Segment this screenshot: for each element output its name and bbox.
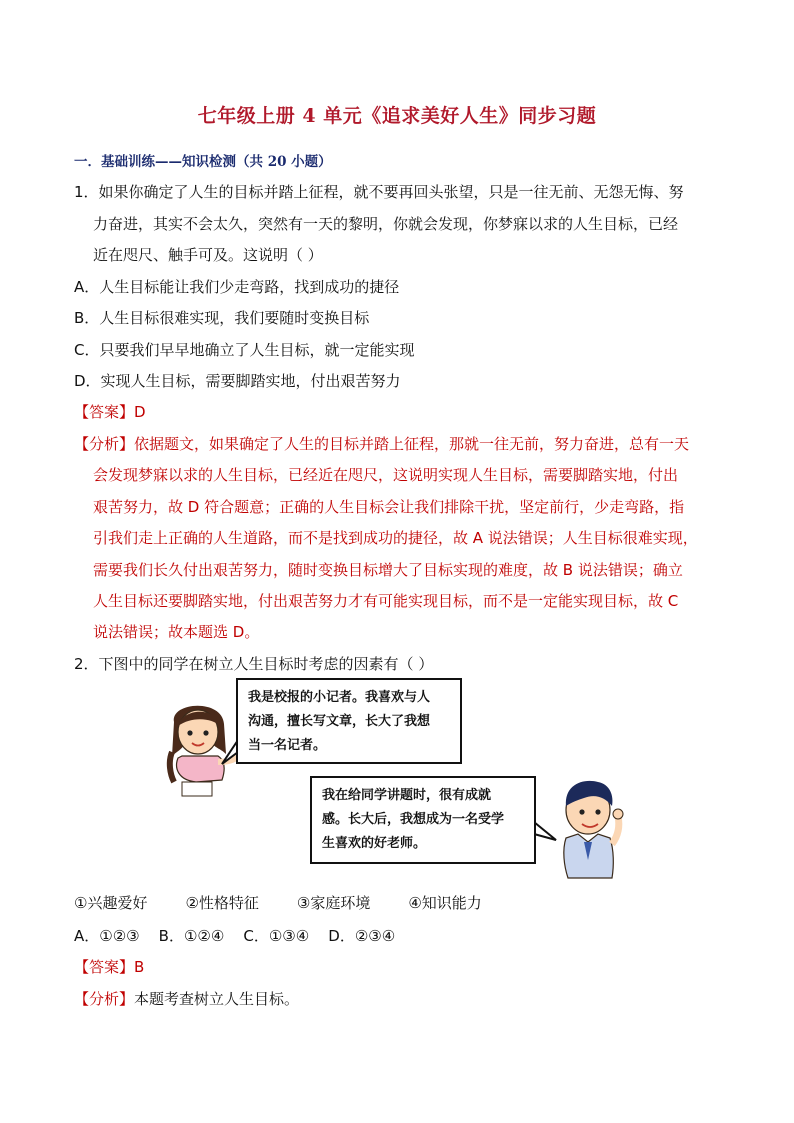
q2-options: A．①②③ B．①②④ C．①③④ D．②③④ — [74, 927, 396, 945]
analysis-label: 【分析】 — [74, 435, 135, 453]
answer-value: B — [134, 958, 145, 976]
q2-answer — [74, 957, 144, 977]
q2-stem: 2．下图中的同学在树立人生目标时考虑的因素有（ ） — [74, 655, 434, 673]
analysis-label: 【分析】 — [74, 990, 135, 1008]
illustration — [150, 668, 630, 888]
q1-option-a: A．人生目标能让我们少走弯路，找到成功的捷径 — [74, 278, 400, 296]
girl-speech-bubble — [236, 678, 462, 764]
analysis-text: 依据题文，如果确定了人生的目标并踏上征程，那就一往无前，努力奋进，总有一天 — [134, 435, 690, 453]
q1-analysis-line-1 — [74, 434, 689, 454]
factor-2: ②性格特征 — [185, 894, 259, 912]
q1-stem-line-1: 1．如果你确定了人生的目标并踏上征程，就不要再回头张望，只是一往无前、无怨无悔、努 — [74, 183, 684, 201]
boy-speech-line: 我在给同学讲题时，很有成就 — [322, 788, 492, 803]
q1-analysis-line-4: 引我们走上正确的人生道路，而不是找到成功的捷径，故 A 说法错误；人生目标很难实现， — [93, 529, 698, 547]
q1-analysis-line-7: 说法错误；故本题选 D。 — [93, 623, 260, 641]
girl-speech-line: 当一名记者。 — [248, 738, 327, 753]
factor-4: ④知识能力 — [408, 894, 482, 912]
q1-analysis-line-3: 艰苦努力，故 D 符合题意；正确的人生目标会让我们排除干扰，坚定前行，少走弯路，指 — [93, 498, 685, 516]
q1-answer — [74, 402, 146, 422]
q1-analysis-line-5: 需要我们长久付出艰苦努力，随时变换目标增大了目标实现的难度，故 B 说法错误；确立 — [93, 561, 683, 579]
factor-3: ③家庭环境 — [296, 894, 371, 912]
q1-option-c: C．只要我们早早地确立了人生目标，就一定能实现 — [74, 341, 415, 359]
boy-speech-bubble — [310, 776, 536, 864]
q1-analysis-line-6: 人生目标还要脚踏实地，付出艰苦努力才有可能实现目标，而不是一定能实现目标，故 C — [93, 592, 679, 610]
page-title: 七年级上册 4 单元《追求美好人生》同步习题 — [197, 105, 597, 127]
q2-factor-list — [74, 893, 520, 913]
section-heading: 一．基础训练——知识检测（共 20 小题） — [74, 154, 332, 170]
q1-stem-line-2: 力奋进，其实不会太久，突然有一天的黎明，你就会发现，你梦寐以求的人生目标，已经 — [93, 215, 679, 233]
q2-analysis — [74, 989, 299, 1009]
q1-option-d: D．实现人生目标，需要脚踏实地，付出艰苦努力 — [74, 372, 401, 390]
girl-speech-line: 沟通，擅长写文章，长大了我想 — [248, 714, 431, 729]
q1-stem-line-3: 近在咫尺、触手可及。这说明（ ） — [93, 246, 323, 264]
boy-speech-line: 生喜欢的好老师。 — [322, 836, 427, 851]
boy-speech-line: 感。长大后，我想成为一名受学 — [322, 812, 505, 827]
boy-figure-icon — [554, 770, 630, 884]
factor-1: ①兴趣爱好 — [74, 894, 148, 912]
q1-option-b: B．人生目标很难实现，我们要随时变换目标 — [74, 309, 370, 327]
girl-speech-line: 我是校报的小记者。我喜欢与人 — [248, 690, 431, 705]
analysis-text: 本题考查树立人生目标。 — [134, 990, 300, 1008]
answer-value: D — [134, 403, 146, 421]
q1-analysis-line-2: 会发现梦寐以求的人生目标，已经近在咫尺，这说明实现人生目标，需要脚踏实地，付出 — [93, 466, 679, 484]
answer-label: 【答案】 — [74, 403, 135, 421]
answer-label: 【答案】 — [74, 958, 135, 976]
